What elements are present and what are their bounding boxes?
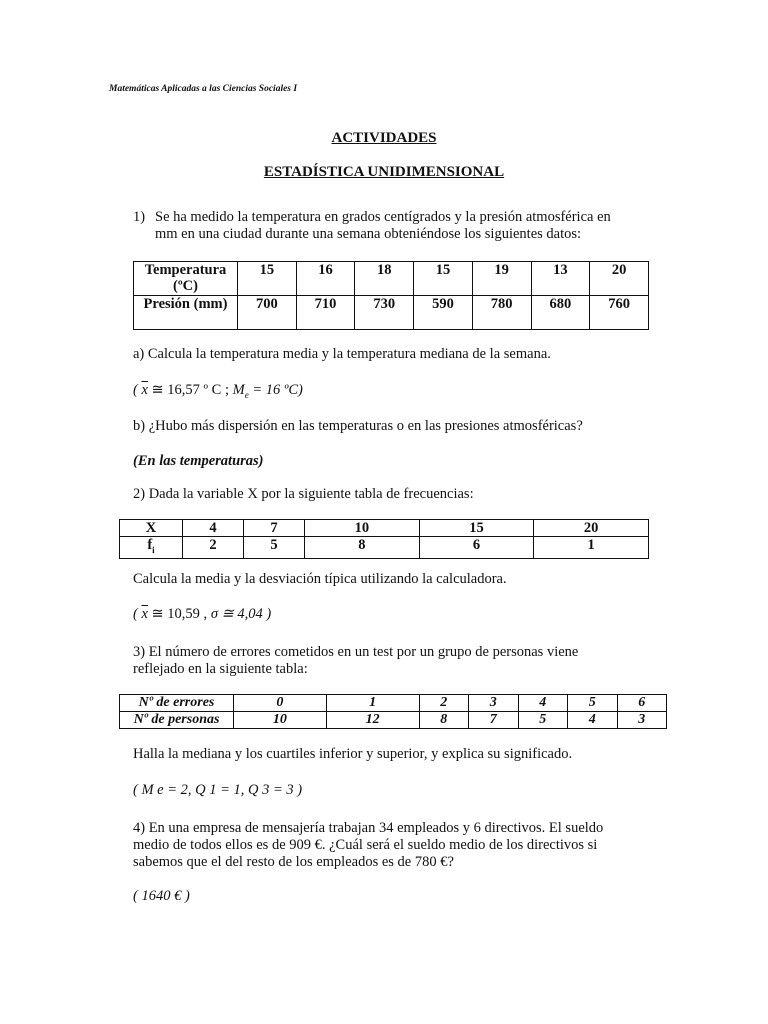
table-cell: 1 [326, 695, 419, 712]
table-cell: 7 [469, 712, 518, 729]
answer-2-sigma: σ ≅ 4,04 ) [210, 606, 272, 622]
question-4-line1: 4) En una empresa de mensajería trabajan 34 empleados y 6 directivos. El sueldo [133, 820, 604, 836]
table-cell: 710 [296, 296, 355, 330]
frequency-table [119, 519, 649, 559]
table-cell: 680 [531, 296, 590, 330]
table-cell: 5 [568, 695, 617, 712]
table-header-cell [120, 537, 183, 559]
table-row [120, 712, 667, 729]
question-1-line1: Se ha medido la temperatura en grados centígrados y la presión atmosférica en [155, 209, 611, 225]
table-cell: 3 [617, 712, 667, 729]
table-row [120, 520, 649, 537]
question-1-answer-b: (En las temperaturas) [133, 453, 264, 469]
table-cell: 8 [305, 537, 420, 559]
table-cell: 20 [534, 520, 649, 537]
table-cell: 700 [238, 296, 297, 330]
table-cell: 10 [305, 520, 420, 537]
table-cell: 18 [355, 262, 414, 296]
table-cell: 6 [617, 695, 667, 712]
question-1 [133, 209, 653, 243]
table-cell: 8 [419, 712, 468, 729]
table-cell: 1 [534, 537, 649, 559]
table-cell: 10 [234, 712, 327, 729]
table-cell: 780 [472, 296, 531, 330]
table-cell: 3 [469, 695, 518, 712]
table-cell: 20 [590, 262, 649, 296]
question-1-part-a: a) Calcula la temperatura media y la temperatura mediana de la semana. [133, 346, 551, 362]
question-1-answer-a: ( $\overline{x}$ ≅ 16,57 º C ; $M_e = 16$ ºC) [133, 382, 303, 400]
errors-table [119, 694, 667, 729]
table-cell: 19 [472, 262, 531, 296]
title-estadistica: ESTADÍSTICA UNIDIMENSIONAL [263, 164, 505, 180]
table-cell: 15 [419, 520, 534, 537]
table-row [120, 537, 649, 559]
question-3-answer: ( M e = 2, Q 1 = 1, Q 3 = 3 ) [133, 782, 303, 798]
question-4-line2: medio de todos ellos es de 909 €. ¿Cuál será el sueldo medio de los directivos si [133, 837, 598, 853]
table-cell: 760 [590, 296, 649, 330]
table-cell: 5 [244, 537, 305, 559]
question-4 [133, 820, 653, 871]
table-cell: 2 [183, 537, 244, 559]
question-1-line2: mm en una ciudad durante una semana obteniéndose los siguientes datos: [155, 226, 582, 242]
fi-subscript: i [152, 544, 155, 555]
fi-label: f [147, 537, 153, 553]
question-3-instruction: Halla la mediana y los cuartiles inferior y superior, y explica su significado. [133, 746, 573, 762]
question-2-answer: ( $\overline{x}$ ≅ 10,59 , σ ≅ 4,04 ) [133, 606, 272, 622]
answer-a-median: = 16 ºC) [252, 382, 303, 398]
temperature-pressure-table [133, 261, 649, 330]
title-actividades: ACTIVIDADES [331, 130, 437, 146]
answer-2-mean: ≅ 10,59 , [151, 606, 208, 622]
table-cell: 13 [531, 262, 590, 296]
question-1-part-b: b) ¿Hubo más dispersión en las temperaturas o en las presiones atmosféricas? [133, 418, 583, 434]
median-subscript: e [244, 389, 249, 400]
question-2-instruction: Calcula la media y la desviación típica utilizando la calculadora. [133, 571, 507, 587]
table-cell: 6 [419, 537, 534, 559]
table-row [134, 296, 649, 330]
table-cell: 16 [296, 262, 355, 296]
table-cell: 590 [414, 296, 473, 330]
table-row [134, 262, 649, 296]
mean-symbol: $\overline{x}$ [141, 382, 148, 398]
table-cell: 0 [234, 695, 327, 712]
table-header-cell: Presión (mm) [134, 296, 238, 330]
table-cell: 15 [414, 262, 473, 296]
table-cell: 12 [326, 712, 419, 729]
table-cell: 15 [238, 262, 297, 296]
table-cell: 7 [244, 520, 305, 537]
question-3 [133, 644, 653, 678]
question-4-line3: sabemos que el del resto de los empleados es de 780 €? [133, 854, 454, 870]
question-1-number: 1) [133, 209, 146, 225]
question-3-line2: reflejado en la siguiente tabla: [133, 661, 308, 677]
table-cell: 4 [518, 695, 567, 712]
table-header-cell: Nº de personas [120, 712, 234, 729]
answer-a-mean: ≅ 16,57 º C ; [151, 382, 230, 398]
page-header: Matemáticas Aplicadas a las Ciencias Sociales I [109, 84, 298, 94]
mean-symbol: $\overline{x}$ [141, 606, 148, 622]
table-header-cell: Temperatura (ºC) [134, 262, 238, 296]
table-cell: 2 [419, 695, 468, 712]
question-3-line1: 3) El número de errores cometidos en un test por un grupo de personas viene [133, 644, 579, 660]
table-cell: 4 [183, 520, 244, 537]
table-cell: 4 [568, 712, 617, 729]
table-row [120, 695, 667, 712]
table-cell: 5 [518, 712, 567, 729]
table-header-cell: X [120, 520, 183, 537]
table-cell: 730 [355, 296, 414, 330]
median-symbol: M [232, 382, 245, 398]
table-header-cell: Nº de errores [120, 695, 234, 712]
question-2: 2) Dada la variable X por la siguiente tabla de frecuencias: [133, 486, 474, 502]
question-4-answer: ( 1640 € ) [133, 888, 190, 904]
